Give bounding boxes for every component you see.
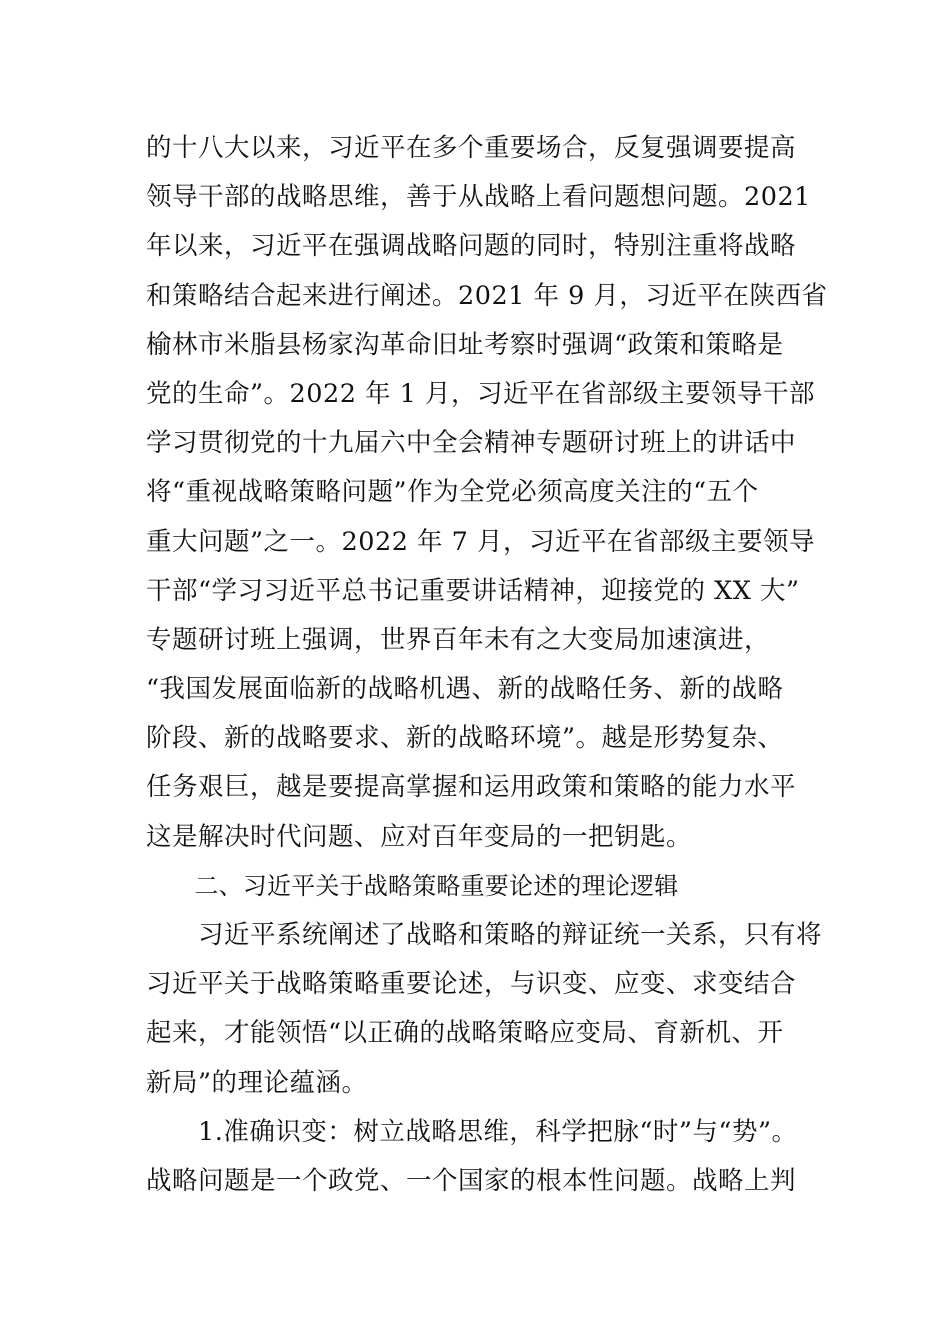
text-line: 将“重视战略策略问题”作为全党必须高度关注的“五个 [146, 477, 759, 508]
text-line: 领导干部的战略思维，善于从战略上看问题想问题。2021 [146, 182, 811, 213]
text-line: 专题研讨班上强调，世界百年未有之大变局加速演进， [146, 624, 771, 655]
text-line: 战略问题是一个政党、一个国家的根本性问题。战略上判 [146, 1165, 797, 1196]
text-line: 的十八大以来，习近平在多个重要场合，反复强调要提高 [146, 133, 797, 163]
text-line: 重大问题”之一。2022 年 7 月，习近平在省部级主要领导 [146, 526, 815, 557]
text-line: 任务艰巨，越是要提高掌握和运用政策和策略的能力水平 [146, 772, 797, 803]
text-line: 党的生命”。2022 年 1 月，习近平在省部级主要领导干部 [146, 378, 815, 409]
text-line: 干部“学习习近平总书记重要讲话精神，迎接党的 XX 大” [146, 575, 800, 606]
text-line: “我国发展面临新的战略机遇、新的战略任务、新的战略 [146, 674, 784, 705]
text-line: 新局”的理论蕴涵。 [146, 1067, 368, 1098]
section-heading: 二、习近平关于战略策略重要论述的理论逻辑 [146, 871, 679, 900]
text-line: 年以来，习近平在强调战略问题的同时，特别注重将战略 [146, 231, 797, 262]
text-line: 习近平关于战略策略重要论述，与识变、应变、求变结合 [146, 969, 797, 1000]
text-line: 起来，才能领悟“以正确的战略策略应变局、育新机、开 [146, 1018, 784, 1049]
text-line: 榆林市米脂县杨家沟革命旧址考察时强调“政策和策略是 [146, 329, 784, 360]
text-line: 和策略结合起来进行阐述。2021 年 9 月，习近平在陕西省 [146, 280, 828, 311]
subsection-heading: 1.准确识变：树立战略思维，科学把脉“时”与“势”。 [146, 1116, 798, 1147]
text-line: 阶段、新的战略要求、新的战略环境”。越是形势复杂、 [146, 723, 784, 754]
body-text [146, 124, 828, 1206]
text-line: 习近平系统阐述了战略和策略的辩证统一关系，只有将 [146, 920, 823, 950]
text-line: 学习贯彻党的十九届六中全会精神专题研讨班上的讲话中 [146, 428, 797, 459]
text-line: 这是解决时代问题、应对百年变局的一把钥匙。 [146, 821, 693, 852]
